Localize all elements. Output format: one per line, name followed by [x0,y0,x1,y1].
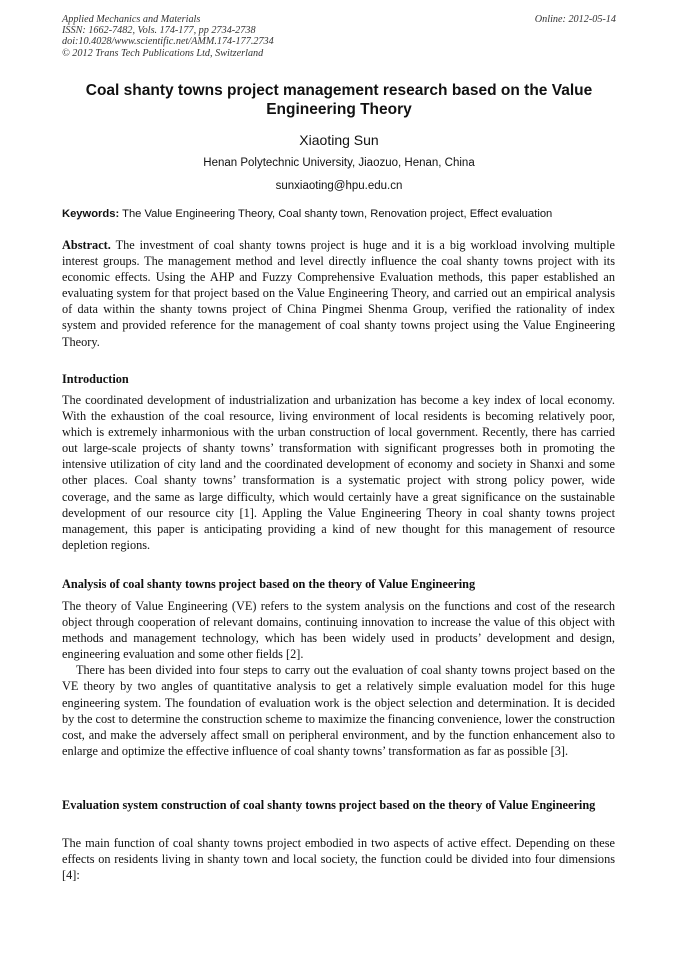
author-email: sunxiaoting@hpu.edu.cn [275,180,403,192]
paragraph-text: There has been divided into four steps to carry out the evaluation of coal shanty towns project based on the VE theory by two angles of quantitative analysis to get a relatively simple evaluation model for this huge engineering system. The foundation of evaluation work is the object selection and determination. It is decided by the cost to determine the construction scheme to maximize the financing convenience, lower the construction cost, and make the adversely affect small on peripheral environment, and by the function enhancement also to enlarge and optimize the effective influence of coal shanty towns’ transformation as far as possible [3]. [62,663,615,758]
paragraph-text: The coordinated development of industrialization and urbanization has become a key index of local economy. With the exhaustion of the coal resource, living environment of local residents is becoming relatively poor, which is extremely inharmonious with the urban construction of local government. Recently, there has carried out large-scale projects of shanty towns’ transformation with significant progresses both in promoting the intensive utilization of city land and the coordinated development of economy and society in Shanxi and some other places. Coal shanty towns’ transformation is a systematic project with strong policy power, wide coverage, and the same as large difficulty, which would certainly have a great significance on the sustainable development of our resource city [1]. Appling the Value Engineering Theory in coal shanty towns project management, this paper is anticipating providing a kind of new thought for this management of resource depletion regions. [62,393,615,552]
introduction-paragraph [62,392,615,553]
journal-name: Applied Mechanics and Materials [62,14,201,25]
section-heading-evaluation: Evaluation system construction of coal shanty towns project based on the theory of Value Engineering [62,798,596,812]
paragraph-text: The main function of coal shanty towns project embodied in two aspects of active effect. Depending on these effects on residents living in shanty town and local society, the function could be divided into four dimensions [4]: [62,836,615,883]
paper-title: Coal shanty towns project management research based on the Value Engineering Theory [85,82,593,118]
copyright-line: © 2012 Trans Tech Publications Ltd, Switzerland [62,47,264,59]
abstract-label: Abstract. [62,238,111,252]
section-heading-analysis: Analysis of coal shanty towns project based on the theory of Value Engineering [62,577,476,591]
analysis-paragraphs [62,598,615,759]
online-date: Online: 2012-05-14 [534,14,616,25]
paragraph-text: The theory of Value Engineering (VE) refers to the system analysis on the functions and cost of the research object through cooperation of relevant domains, continuing innovation to increase the value of this object with methods and management technology, which has been widely used in products’ development and design, engineering evaluation and some other fields [2]. [62,599,615,662]
issn-line: ISSN: 1662-7482, Vols. 174-177, pp 2734-2738 [62,25,256,37]
abstract [62,237,615,350]
section-heading-introduction: Introduction [62,372,129,386]
keywords-text: The Value Engineering Theory, Coal shanty town, Renovation project, Effect evaluation [122,208,553,220]
keywords-label: Keywords: [62,208,120,220]
author-name: Xiaoting Sun [299,132,379,148]
doi-line: doi:10.4028/www.scientific.net/AMM.174-177.2734 [62,36,274,48]
author-affiliation: Henan Polytechnic University, Jiaozuo, Henan, China [203,157,475,169]
page-header [62,14,616,59]
keywords [62,208,618,220]
abstract-text: The investment of coal shanty towns project is huge and it is a big workload involving multiple interest groups. The management method and level directly influence the coal shanty towns project with its economic effects. Using the AHP and Fuzzy Comprehensive Evaluation methods, this paper established an evaluating system for that project based on the Value Engineering Theory, and carried out an empirical analysis of data within the shanty towns project of China Pingmei Shenma Group, verified the rationality of index system and provided reference for the management of coal shanty towns project using the Value Engineering Theory. [62,238,615,349]
evaluation-paragraph [62,835,615,883]
